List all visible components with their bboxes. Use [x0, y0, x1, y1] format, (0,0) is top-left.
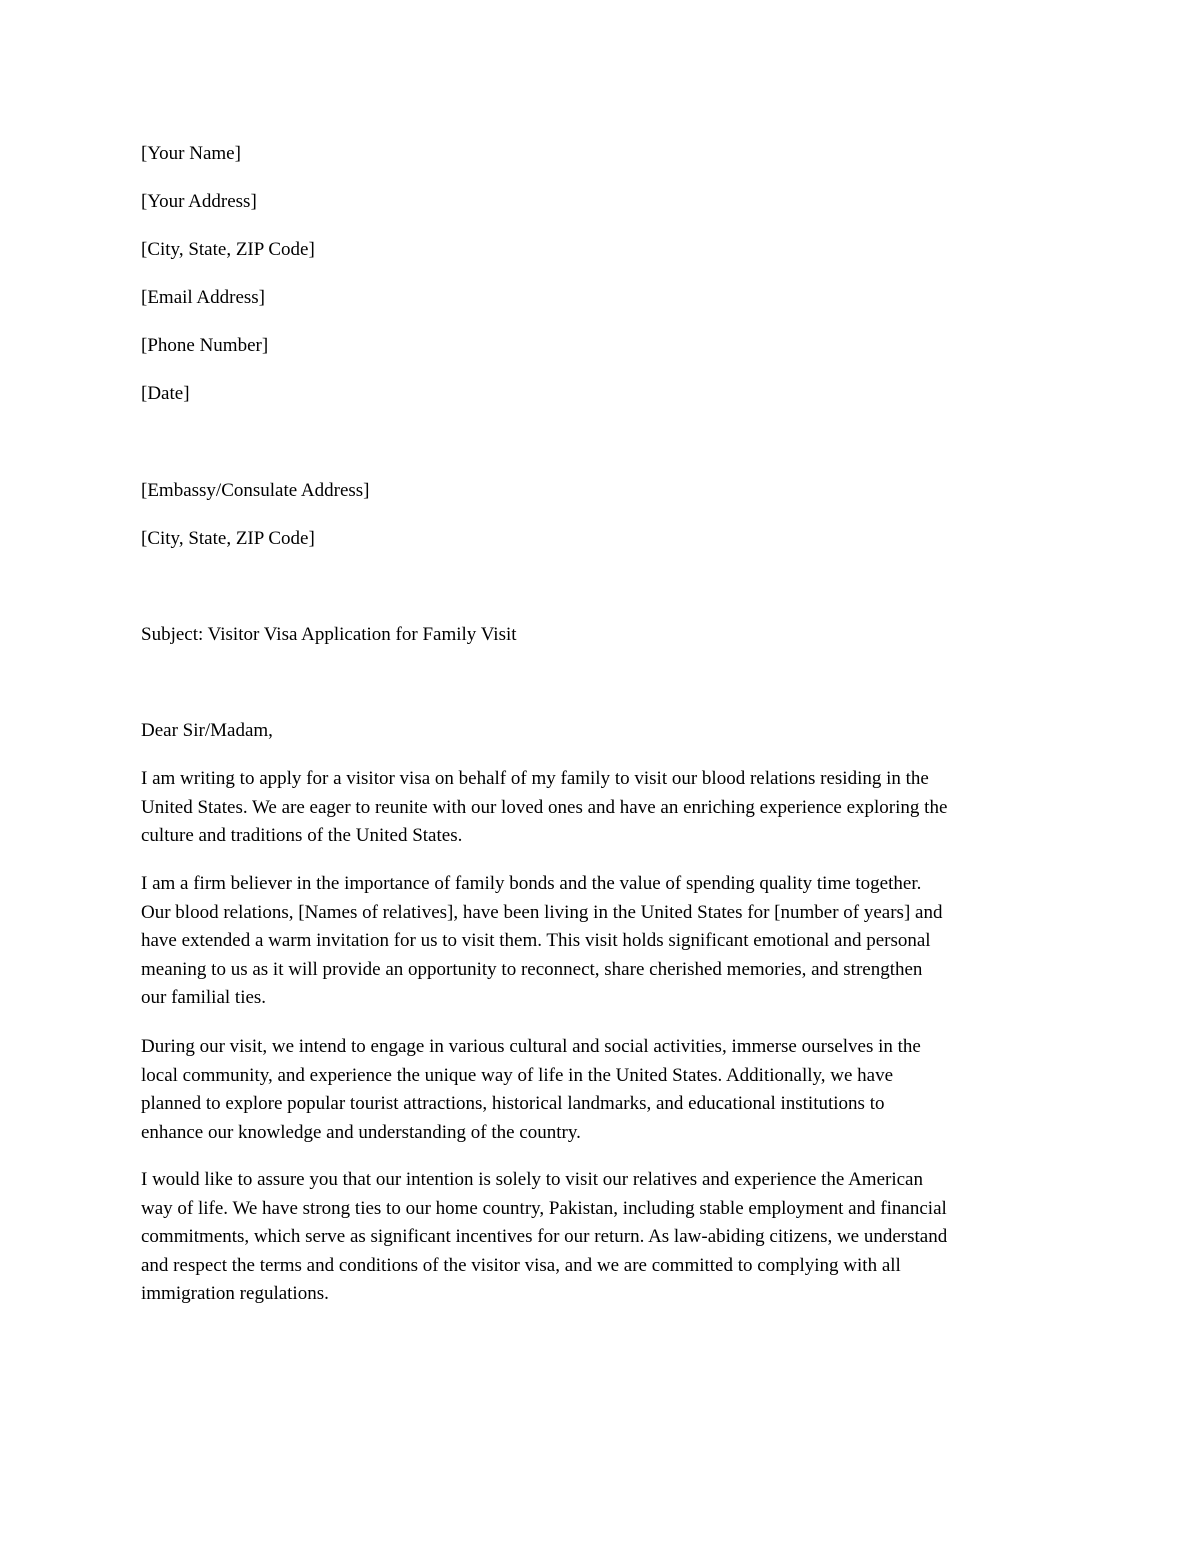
paragraph-line: I am a firm believer in the importance of family bonds and the value of spending quality time together.: [141, 873, 922, 894]
recipient-address: [Embassy/Consulate Address]: [141, 480, 370, 501]
paragraph-line: United States. We are eager to reunite with our loved ones and have an enriching experience exploring the: [141, 796, 948, 818]
letter-date: [Date]: [141, 383, 190, 404]
sender-name: [Your Name]: [141, 143, 241, 164]
recipient-city-state-zip: [City, State, ZIP Code]: [141, 528, 315, 549]
body-paragraph-4: [141, 1166, 1061, 1309]
subject-line: Subject: Visitor Visa Application for Family Visit: [141, 624, 517, 645]
sender-address: [Your Address]: [141, 191, 257, 212]
paragraph-line: have extended a warm invitation for us to visit them. This visit holds significant emotional and personal: [141, 930, 931, 951]
paragraph-line: I am writing to apply for a visitor visa on behalf of my family to visit our blood relations residing in the: [141, 768, 929, 789]
paragraph-line: planned to explore popular tourist attractions, historical landmarks, and educational institutions to: [141, 1093, 885, 1114]
salutation: Dear Sir/Madam,: [141, 720, 273, 741]
paragraph-line: I would like to assure you that our intention is solely to visit our relatives and experience the American: [141, 1169, 923, 1190]
sender-city-state-zip: [City, State, ZIP Code]: [141, 239, 315, 260]
paragraph-line: meaning to us as it will provide an opportunity to reconnect, share cherished memories, and strengthen: [141, 958, 923, 980]
paragraph-line: and respect the terms and conditions of the visitor visa, and we are committed to complying with all: [141, 1254, 901, 1276]
paragraph-line: our familial ties.: [141, 987, 267, 1008]
paragraph-line: Our blood relations, [Names of relatives], have been living in the United States for [number of years] and: [141, 901, 943, 923]
paragraph-line: immigration regulations.: [141, 1283, 329, 1304]
sender-email: [Email Address]: [141, 287, 266, 308]
paragraph-line: way of life. We have strong ties to our home country, Pakistan, including stable employment and financial: [141, 1197, 947, 1219]
paragraph-line: commitments, which serve as significant incentives for our return. As law-abiding citizens, we understand: [141, 1226, 948, 1247]
body-paragraph-3: [141, 1033, 1061, 1147]
sender-phone: [Phone Number]: [141, 335, 269, 356]
paragraph-line: enhance our knowledge and understanding of the country.: [141, 1121, 581, 1143]
paragraph-line: During our visit, we intend to engage in various cultural and social activities, immerse ourselves in the: [141, 1036, 921, 1057]
body-paragraph-1: [141, 765, 1061, 851]
paragraph-line: local community, and experience the unique way of life in the United States. Additionally, we have: [141, 1064, 894, 1086]
body-paragraph-2: [141, 870, 1061, 1013]
paragraph-line: culture and traditions of the United States.: [141, 825, 463, 846]
